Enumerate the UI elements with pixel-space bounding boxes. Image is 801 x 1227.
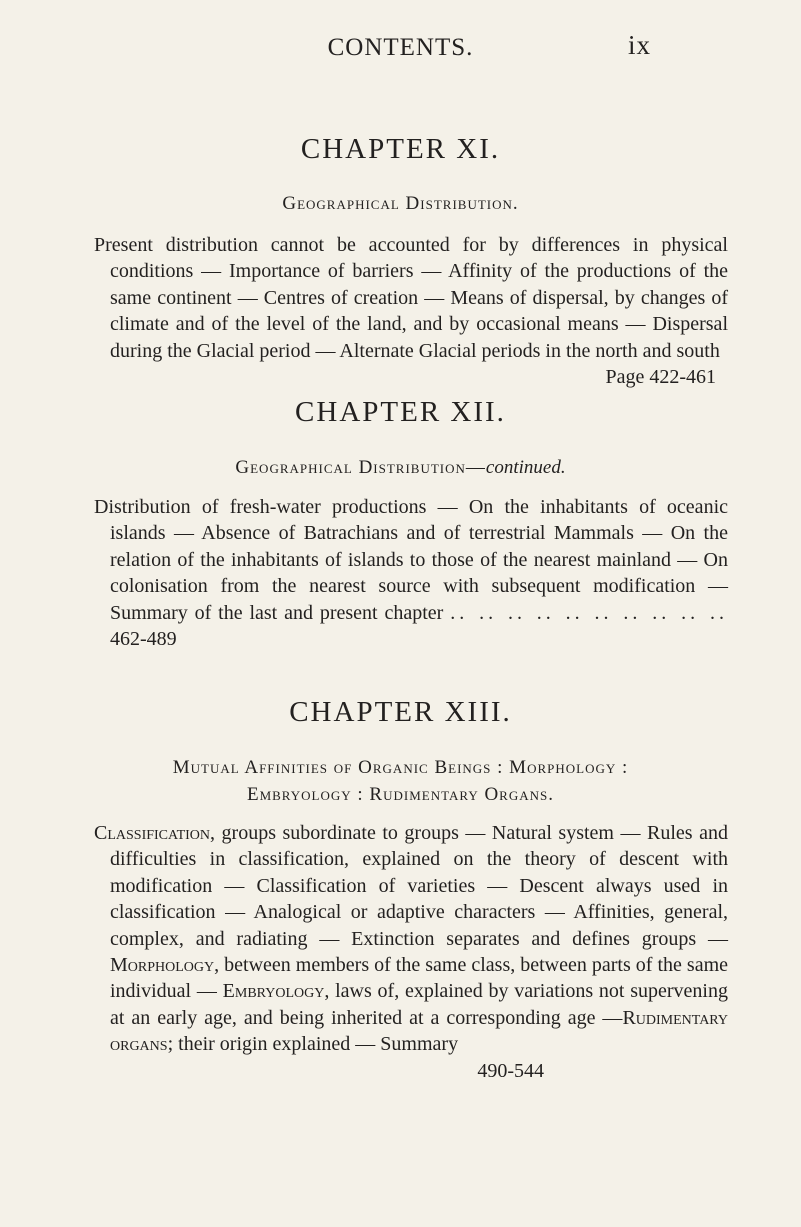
chapter-13-summary [94,820,728,1084]
chapter-12-summary [94,494,728,652]
page-header [0,28,801,68]
chapter-12-leader: .. .. .. .. .. .. .. .. .. .. [450,601,729,624]
classification-term: Classification, [94,822,216,844]
chapter-13-summary-part4: ; their origin explained — Summary [167,1033,459,1056]
chapter-11-summary-text: Present distribution cannot be accounted for by differences in physical conditions — Importance of barriers — Affinity of the productions of the same continent — Centres of creation — Means of dispersal, by changes of climate and of the level of the land, and by occasional means — Dispersal during the Glacial period — Alternate Glacial periods in the north and south [94,234,728,362]
chapter-13-summary-part1: groups subordinate to groups — Natural system — Rules and difficulties in classification, explained on the theory of descent with modification — Classification of varieties — Descent always used in classification — Analogical or adaptive characters — Affinities, general, complex, and radiating — Extinction separates and defines groups — [110,822,728,950]
chapter-11-summary [94,232,728,390]
chapter-13-title: CHAPTER XIII. [289,696,512,728]
chapter-12-summary-text: Distribution of fresh-water productions — On the inhabitants of oceanic islands — Absence of Batrachians and of terrestrial Mammals — On the relation of the inhabitants of islands to those of the nearest mainland — On colonisation from the nearest source with subsequent modification — Summary of the last and present chapter [94,496,728,624]
chapter-13-page-ref: 490-544 [477,1059,544,1082]
chapter-12-subtitle-continued: continued. [485,457,566,478]
chapter-12-subtitle [0,457,801,479]
chapter-11-page-ref: Page 422-461 [605,366,716,389]
chapter-13-subtitle-line1: Mutual Affinities of Organic Beings : Morphology : [172,757,629,778]
morphology-term: Morphology, [110,954,220,977]
chapter-12-page-ref: 462-489 [110,628,177,651]
embryology-term: Embryology, [222,980,330,1003]
chapter-13-subtitle-line2: Embryology : Rudimentary Organs. [246,784,555,805]
page-number: ix [627,30,651,60]
chapter-12-subtitle-main: Geographical Distribution— [235,457,486,478]
chapter-12-title: CHAPTER XII. [295,396,506,428]
chapter-11-title: CHAPTER XI. [300,133,501,165]
chapter-13-summary-part3: laws of, explained by variations not supervening at an early age, and being inherited at a corresponding age — [110,980,728,1029]
chapter-13-summary-part2: between members of the same class, between parts of the same individual — [110,954,728,1003]
chapter-11-subtitle: Geographical Distribution. [282,193,519,214]
running-title: CONTENTS. [327,34,474,61]
rudimentary-organs-term: Rudimentary organs [110,1006,728,1056]
